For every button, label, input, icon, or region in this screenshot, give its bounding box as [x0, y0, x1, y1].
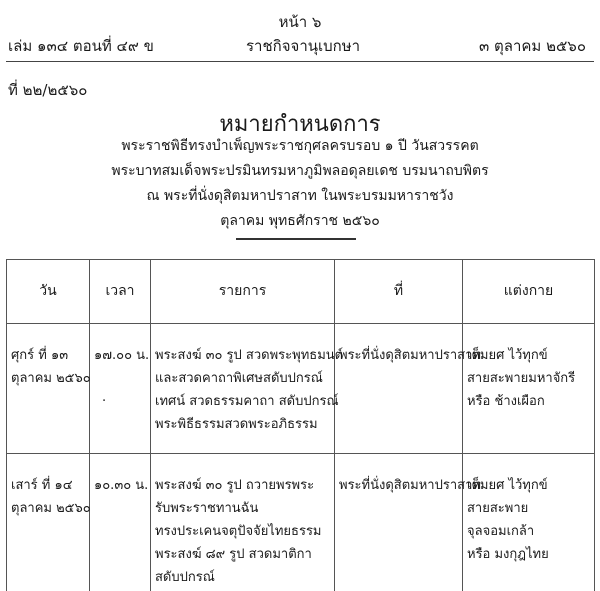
publication-date: ๓ ตุลาคม ๒๕๖๐ [479, 37, 586, 55]
time-text: ๑๐.๓๐ น. [94, 478, 149, 493]
attire-cell [463, 324, 595, 454]
place-text: พระที่นั่งดุสิตมหาปราสาท [339, 348, 481, 363]
day-cell [7, 324, 90, 454]
time-text: ๑๗.๐๐ น. [94, 348, 150, 363]
month-year-text: ตุลาคม ๒๕๖๐ [11, 501, 91, 516]
item-line: เทศน์ สวดธรรมคาถา สดับปกรณ์ [155, 394, 339, 409]
time-cell [90, 454, 151, 591]
attire-line: หรือ ช้างเผือก [467, 394, 545, 409]
subtitle-line: พระราชพิธีทรงบำเพ็ญพระราชกุศลครบรอบ ๑ ปี วันสวรรคต [121, 138, 479, 154]
item-line: พระพิธีธรรมสวดพระอภิธรรม [155, 417, 318, 432]
subtitle-line: ตุลาคม พุทธศักราช ๒๕๖๐ [220, 213, 380, 229]
column-header-attire: แต่งกาย [463, 260, 595, 324]
item-line: รับพระราชทานฉัน [155, 501, 259, 516]
stray-mark: . [102, 390, 107, 405]
subtitle-line: ณ พระที่นั่งดุสิตมหาปราสาท ในพระบรมมหาราชวัง [146, 188, 454, 204]
item-line: พระสงฆ์ ๓๐ รูป สวดพระพุทธมนต์ [155, 348, 344, 363]
blank-line [94, 367, 148, 390]
gazette-name: ราชกิจจานุเบกษา [246, 37, 361, 55]
attire-line: เต็มยศ ไว้ทุกข์ [467, 348, 548, 363]
attire-line: หรือ มงกุฎไทย [467, 547, 549, 562]
column-header-item: รายการ [151, 260, 335, 324]
column-header-day: วัน [7, 260, 90, 324]
day-text: ศุกร์ ที่ ๑๓ [11, 348, 69, 363]
document-title: หมายกำหนดการ [219, 112, 381, 137]
item-line: พระสงฆ์ ๘๙ รูป สวดมาติกา [155, 547, 312, 562]
month-year-text: ตุลาคม ๒๕๖๐ [11, 371, 91, 386]
page-number: หน้า ๖ [278, 13, 322, 31]
schedule-table [6, 259, 595, 591]
column-header-place: ที่ [335, 260, 463, 324]
item-cell [151, 454, 335, 591]
item-line: ทรงประเคนจตุปัจจัยไทยธรรม [155, 524, 322, 539]
item-line: และสวดคาถาพิเศษสดับปกรณ์ [155, 371, 323, 386]
table-row [7, 454, 595, 591]
attire-line: เต็มยศ ไว้ทุกข์ [467, 478, 548, 493]
place-cell [335, 454, 481, 591]
table-row [7, 324, 595, 454]
document-number: ที่ ๒๒/๒๕๖๐ [8, 81, 88, 99]
item-line: สดับปกรณ์ [155, 570, 215, 585]
place-cell [335, 324, 481, 454]
attire-line: สายสะพาย [467, 501, 529, 516]
attire-line: สายสะพายมหาจักรี [467, 371, 576, 386]
day-cell [7, 454, 90, 591]
header-rule [6, 61, 594, 62]
item-line: พระสงฆ์ ๓๐ รูป ถวายพรพระ [155, 478, 315, 493]
table-header-row [7, 260, 595, 324]
item-cell [151, 324, 344, 454]
attire-line: จุลจอมเกล้า [467, 524, 535, 539]
day-text: เสาร์ ที่ ๑๔ [11, 478, 73, 493]
volume-issue: เล่ม ๑๓๔ ตอนที่ ๔๙ ข [8, 37, 154, 55]
column-header-time: เวลา [90, 260, 151, 324]
attire-cell [463, 454, 595, 591]
time-cell [90, 324, 151, 454]
title-rule [236, 238, 356, 240]
subtitle-line: พระบาทสมเด็จพระปรมินทรมหาภูมิพลอดุลยเดช บรมนาถบพิตร [111, 163, 489, 179]
place-text: พระที่นั่งดุสิตมหาปราสาท [339, 478, 481, 493]
